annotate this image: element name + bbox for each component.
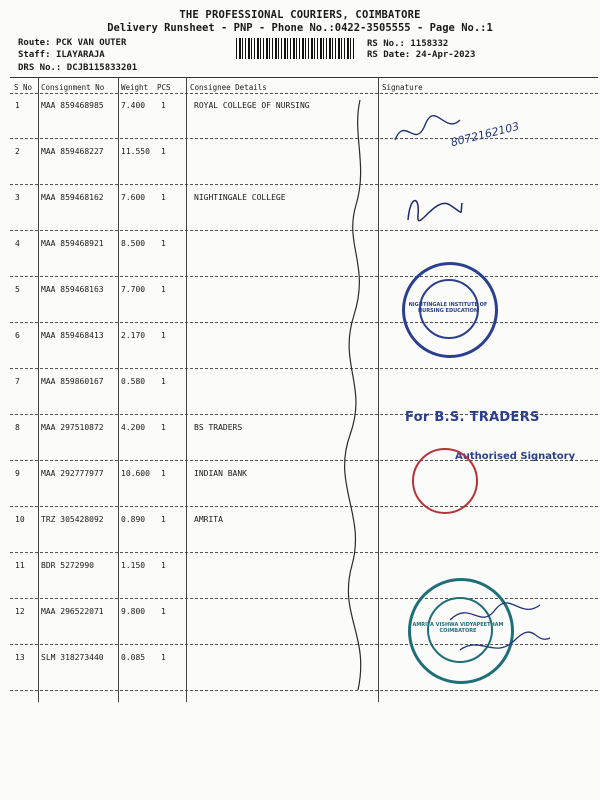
- route-label: Route:: [18, 38, 51, 48]
- table-row: [0, 561, 600, 573]
- company-title: THE PROFESSIONAL COURIERS, COIMBATORE: [179, 9, 421, 21]
- cell-weight: 9.800: [121, 607, 146, 616]
- drs-value: DCJB115833201: [66, 63, 138, 73]
- cell-pcs: 1: [161, 653, 166, 662]
- cell-pcs: 1: [161, 515, 166, 524]
- rs-no-value: 1158332: [410, 39, 449, 49]
- cell-pcs: 1: [161, 377, 166, 386]
- cell-sno: 6: [15, 331, 20, 340]
- cell-consignment: SLM 318273440: [41, 653, 104, 662]
- indian-bank-seal: [412, 448, 478, 514]
- staff-line: [18, 50, 105, 60]
- cell-consignment: MAA 292777977: [41, 469, 104, 478]
- rs-date-line: [367, 50, 475, 60]
- signature-row2: [390, 95, 560, 155]
- cell-sno: 2: [15, 147, 20, 156]
- cell-sno: 10: [15, 515, 25, 524]
- drs-line: [18, 63, 137, 73]
- cell-consignment: MAA 859468163: [41, 285, 104, 294]
- cell-weight: 0.580: [121, 377, 146, 386]
- header-separator: [10, 93, 598, 94]
- cell-consignee: ROYAL COLLEGE OF NURSING: [194, 101, 310, 110]
- cell-sno: 9: [15, 469, 20, 478]
- handwritten-phone: 8072162103: [449, 119, 521, 150]
- row-separator: [10, 368, 598, 369]
- cell-pcs: 1: [161, 469, 166, 478]
- table-row: [0, 285, 600, 297]
- cell-pcs: 1: [161, 239, 166, 248]
- staff-value: ILAYARAJA: [55, 50, 105, 60]
- cell-weight: 1.150: [121, 561, 146, 570]
- table-row: [0, 377, 600, 389]
- cell-consignment: BDR 5272990: [41, 561, 94, 570]
- cell-sno: 1: [15, 101, 20, 110]
- cell-pcs: 1: [161, 147, 166, 156]
- row-separator: [10, 552, 598, 553]
- col-pcs: PCS: [157, 83, 171, 92]
- cell-weight: 7.400: [121, 101, 146, 110]
- cell-pcs: 1: [161, 607, 166, 616]
- cell-pcs: 1: [161, 285, 166, 294]
- table-top-border: [10, 77, 598, 78]
- cell-sno: 13: [15, 653, 25, 662]
- rs-date-value: 24-Apr-2023: [415, 50, 476, 60]
- staff-label: Staff:: [18, 50, 51, 60]
- rs-no-label: RS No.:: [367, 39, 405, 49]
- authorised-signatory: Authorised Signatory: [455, 451, 576, 462]
- cell-consignment: MAA 859468985: [41, 101, 104, 110]
- cell-weight: 0.890: [121, 515, 146, 524]
- cell-sno: 11: [15, 561, 25, 570]
- signature-row3: [400, 185, 470, 230]
- cell-consignment: MAA 859468413: [41, 331, 104, 340]
- cell-sno: 4: [15, 239, 20, 248]
- table-row: [0, 239, 600, 251]
- cell-consignment: MAA 297510872: [41, 423, 104, 432]
- cell-weight: 8.500: [121, 239, 146, 248]
- rs-no-line: [367, 39, 448, 49]
- cell-weight: 7.700: [121, 285, 146, 294]
- cell-consignment: MAA 859468227: [41, 147, 104, 156]
- signature-row12: [440, 590, 560, 670]
- cell-consignment: MAA 859860167: [41, 377, 104, 386]
- cell-consignment: MAA 859468162: [41, 193, 104, 202]
- cell-pcs: 1: [161, 331, 166, 340]
- table-row: [0, 331, 600, 343]
- route-value: PCK VAN OUTER: [55, 38, 127, 48]
- row-separator: [10, 690, 598, 691]
- nightingale-seal-text: NIGHTINGALE INSTITUTE OF NURSING EDUCATION: [408, 302, 488, 314]
- table-row: [0, 193, 600, 205]
- cell-weight: 0.085: [121, 653, 146, 662]
- col-sno: S No: [14, 83, 33, 92]
- amrita-seal-text: AMRITA VISHWA VIDYAPEETHAM COIMBATORE: [412, 622, 504, 634]
- cell-sno: 8: [15, 423, 20, 432]
- row-separator: [10, 184, 598, 185]
- cell-sno: 5: [15, 285, 20, 294]
- cell-consignment: MAA 859468921: [41, 239, 104, 248]
- cell-weight: 10.600: [121, 469, 150, 478]
- row-separator: [10, 322, 598, 323]
- col-weight: Weight: [121, 83, 149, 92]
- col-signature: Signature: [382, 83, 423, 92]
- cell-weight: 11.550: [121, 147, 150, 156]
- barcode: [236, 38, 356, 59]
- table-row: [0, 469, 600, 481]
- rs-date-label: RS Date:: [367, 50, 411, 60]
- cell-consignee: BS TRADERS: [194, 423, 243, 432]
- handwritten-line-signature: [330, 95, 390, 695]
- cell-sno: 12: [15, 607, 25, 616]
- cell-weight: 2.170: [121, 331, 146, 340]
- col-consignment: Consignment No: [41, 83, 105, 92]
- bs-traders-stamp: For B.S. TRADERS: [405, 410, 540, 425]
- row-separator: [10, 506, 598, 507]
- col-consignee: Consignee Details: [190, 83, 267, 92]
- cell-sno: 3: [15, 193, 20, 202]
- route-line: [18, 38, 126, 48]
- row-separator: [10, 230, 598, 231]
- cell-consignee: AMRITA: [194, 515, 223, 524]
- cell-consignment: MAA 296522071: [41, 607, 104, 616]
- cell-weight: 4.200: [121, 423, 146, 432]
- cell-consignment: TRZ 305428092: [41, 515, 104, 524]
- drs-label: DRS No.:: [18, 63, 62, 73]
- runsheet-subtitle: Delivery Runsheet - PNP - Phone No.:0422-3505555 - Page No.:1: [107, 22, 493, 34]
- cell-pcs: 1: [161, 193, 166, 202]
- row-separator: [10, 276, 598, 277]
- cell-consignee: INDIAN BANK: [194, 469, 247, 478]
- cell-pcs: 1: [161, 101, 166, 110]
- cell-sno: 7: [15, 377, 20, 386]
- cell-pcs: 1: [161, 561, 166, 570]
- cell-consignee: NIGHTINGALE COLLEGE: [194, 193, 286, 202]
- cell-pcs: 1: [161, 423, 166, 432]
- table-row: [0, 515, 600, 527]
- cell-weight: 7.600: [121, 193, 146, 202]
